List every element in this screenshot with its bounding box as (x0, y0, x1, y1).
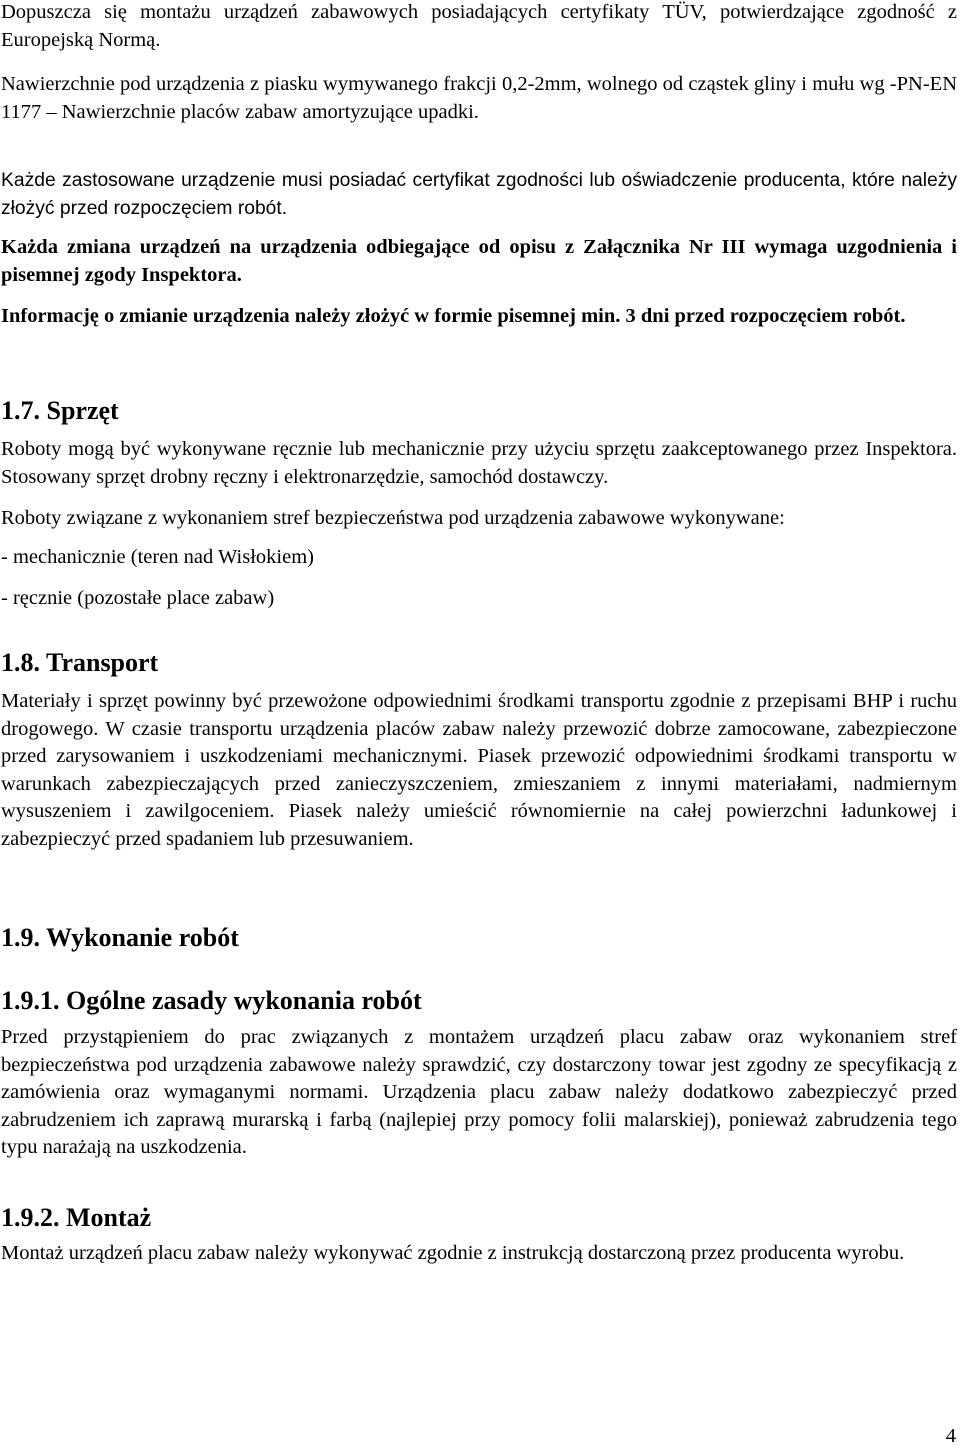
paragraph-change-notice: Informację o zmianie urządzenia należy złożyć w formie pisemnej min. 3 dni przed rozpoczęciem robót. (1, 305, 906, 327)
heading-1-8-transport: 1.8. Transport (1, 648, 159, 677)
list-item-manual: - ręcznie (pozostałe place zabaw) (1, 587, 275, 609)
heading-1-7-equipment: 1.7. Sprzęt (1, 396, 119, 425)
heading-1-9-2-assembly: 1.9.2. Montaż (1, 1203, 152, 1232)
paragraph-safety-zones: Roboty związane z wykonaniem stref bezpieczeństwa pod urządzenia zabawowe wykonywane: (1, 507, 785, 529)
heading-1-9-execution: 1.9. Wykonanie robót (1, 923, 239, 952)
paragraph-sand-surface: Nawierzchnie pod urządzenia z piasku wymywanego frakcji 0,2-2mm, wolnego od cząstek gliny i mułu wg -PN-EN 1177 – Nawierzchnie placów zabaw amortyzujące upadki. (1, 73, 957, 123)
paragraph-assembly: Montaż urządzeń placu zabaw należy wykonywać zgodnie z instrukcją dostarczoną przez producenta wyrobu. (1, 1242, 905, 1264)
paragraph-equipment-use: Roboty mogą być wykonywane ręcznie lub mechanicznie przy użyciu sprzętu zaakceptowanego przez Inspektora. Stosowany sprzęt drobny ręczny i elektronarzędzie, samochód dostawczy. (1, 438, 957, 488)
paragraph-certificates-tuv: Dopuszcza się montażu urządzeń zabawowych posiadających certyfikaty TÜV, potwierdzające zgodność z Europejską Normą. (1, 1, 957, 51)
list-item-mechanical: - mechanicznie (teren nad Wisłokiem) (1, 546, 314, 568)
paragraph-general-rules: Przed przystąpieniem do prac związanych z montażem urządzeń placu zabaw oraz wykonaniem stref bezpieczeństwa pod urządzenia zabawowe należy sprawdzić, czy dostarczony towar jest zgodny ze specyfikacją z zamówienia oraz wymaganymi normami. Urządzenia placu zabaw należy dodatkowo zabezpieczyć przed zabrudzeniem ich zaprawą murarską i farbą (najlepiej przy pomocy folii malarskiej), ponieważ zabrudzenia tego typu narażają na uszkodzenia. (1, 1026, 957, 1158)
paragraph-transport: Materiały i sprzęt powinny być przewożone odpowiednimi środkami transportu zgodnie z przepisami BHP i ruchu drogowego. W czasie transportu urządzenia placów zabaw należy przewozić dobrze zamocowane, zabezpieczone przed zarysowaniem i uszkodzeniami mechanicznymi. Piasek przewozić odpowiednimi środkami transportu w warunkach zabezpieczających przed zanieczyszczeniem, zmieszaniem z innymi materiałami, nadmiernym wysuszeniem i zawilgoceniem. Piasek należy umieścić równomiernie na całej powierzchni ładunkowej i zabezpieczyć przed spadaniem lub przesuwaniem. (1, 690, 957, 850)
page-number: 4 (945, 1425, 956, 1447)
heading-1-9-1-general-rules: 1.9.1. Ogólne zasady wykonania robót (1, 986, 422, 1015)
paragraph-certificate-required: Każde zastosowane urządzenie musi posiadać certyfikat zgodności lub oświadczenie producenta, które należy złożyć przed rozpoczęciem robót. (1, 170, 957, 219)
paragraph-change-approval: Każda zmiana urządzeń na urządzenia odbiegające od opisu z Załącznika Nr III wymaga uzgodnienia i pisemnej zgody Inspektora. (1, 236, 957, 286)
